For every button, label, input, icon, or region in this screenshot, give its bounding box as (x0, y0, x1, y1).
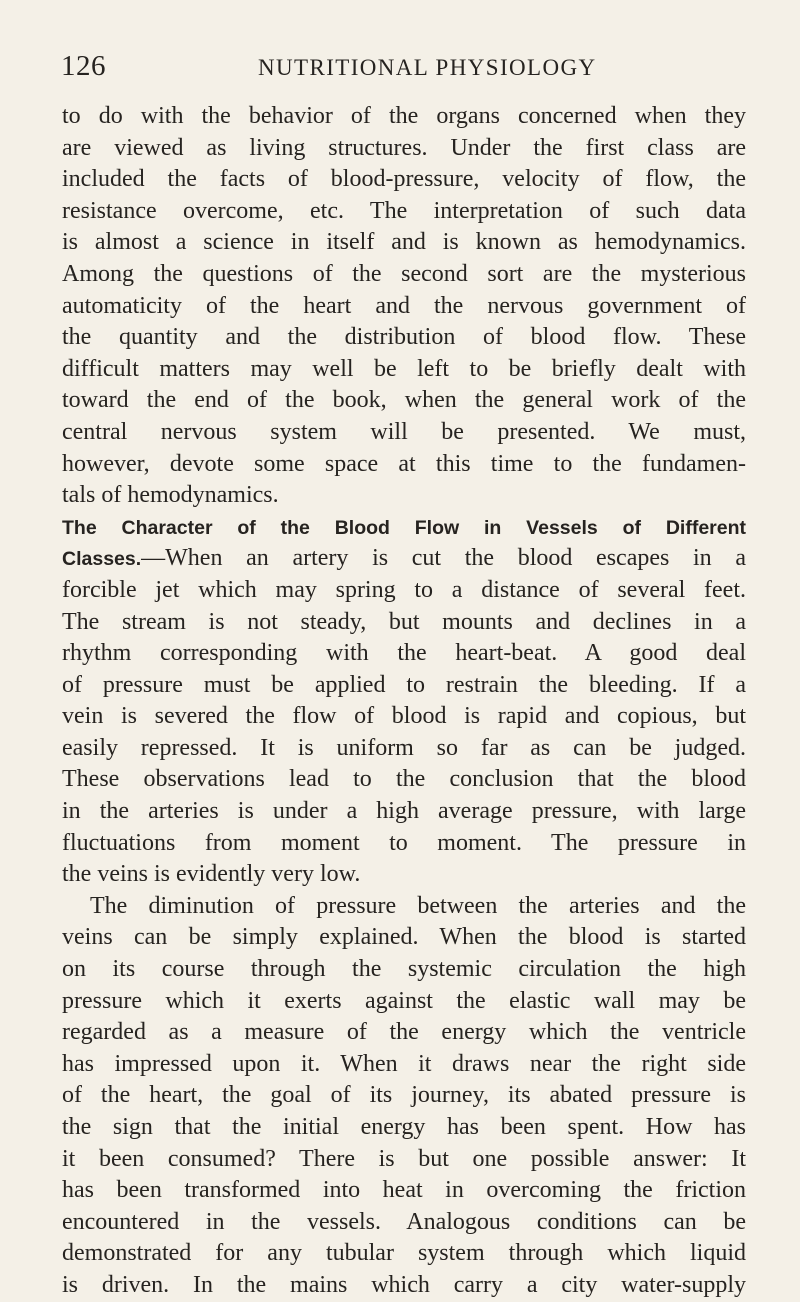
text-line: toward the end of the book, when the general work of the (62, 387, 746, 414)
text-line: The diminution of pressure between the arteries and the (90, 892, 746, 919)
running-head: NUTRITIONAL PHYSIOLOGY (258, 55, 597, 80)
text-line: are viewed as living structures. Under the first class are (62, 134, 746, 161)
body-text (62, 101, 746, 1302)
text-line: of pressure must be applied to restrain the bleeding. If a (62, 671, 746, 698)
section-heading-end: Classes. (62, 548, 142, 571)
text-line: automaticity of the heart and the nervous government of (62, 292, 746, 319)
text-line: has impressed upon it. When it draws near the right side (62, 1050, 746, 1077)
text-line: resistance overcome, etc. The interpretation of such data (62, 197, 746, 224)
text-line: tals of hemodynamics. (62, 482, 279, 509)
text-line: the sign that the initial energy has been spent. How has (62, 1114, 746, 1140)
text-line: veins can be simply explained. When the blood is started (62, 924, 746, 951)
text-line: the quantity and the distribution of blood flow. These (62, 324, 746, 351)
text-line: Among the questions of the second sort are the mysterious (62, 260, 746, 287)
text-line: on its course through the systemic circulation the high (62, 956, 746, 983)
text-run: —When an artery is cut the blood escapes in a (141, 545, 746, 572)
text-line: is driven. In the mains which carry a city water-supply (62, 1271, 746, 1298)
text-line: to do with the behavior of the organs concerned when they (62, 103, 746, 129)
text-line: fluctuations from moment to moment. The pressure in (62, 829, 746, 856)
section-heading-line (62, 512, 746, 544)
text-line: central nervous system will be presented. We must, (62, 418, 746, 445)
text-line: demonstrated for any tubular system through which liquid (62, 1240, 746, 1267)
text-line: forcible jet which may spring to a distance of several feet. (62, 576, 746, 603)
text-line: rhythm corresponding with the heart-beat. A good deal (62, 640, 746, 667)
text-line: regarded as a measure of the energy which the ventricle (62, 1019, 746, 1046)
text-line: however, devote some space at this time to the fundamen- (62, 450, 746, 477)
text-line: pressure which it exerts against the elastic wall may be (62, 987, 746, 1014)
text-line: included the facts of blood-pressure, velocity of flow, the (62, 166, 746, 193)
text-line: is almost a science in itself and is known as hemodynamics. (62, 229, 746, 256)
paragraph-continuation (62, 101, 746, 512)
text-line: The stream is not steady, but mounts and declines in a (62, 608, 746, 635)
paragraph (62, 891, 746, 1302)
text-line: it been consumed? There is but one possible answer: It (62, 1145, 746, 1172)
text-line: These observations lead to the conclusion that the blood (62, 766, 746, 793)
text-line: in the arteries is under a high average pressure, with large (62, 798, 746, 825)
section-heading-line (62, 543, 746, 575)
section-paragraph (62, 512, 746, 891)
text-line: of the heart, the goal of its journey, its abated pressure is (62, 1082, 746, 1109)
text-line: has been transformed into heat in overcoming the friction (62, 1177, 746, 1204)
text-line: vein is severed the flow of blood is rapid and copious, but (62, 703, 746, 730)
text-line: difficult matters may well be left to be briefly dealt with (62, 355, 746, 382)
page-header (0, 50, 800, 90)
text-line: the veins is evidently very low. (62, 861, 361, 888)
page-number: 126 (61, 50, 106, 82)
text-line: encountered in the vessels. Analogous conditions can be (62, 1208, 746, 1235)
section-heading: The Character of the Blood Flow in Vessels of Different (62, 516, 746, 539)
text-line: easily repressed. It is uniform so far as can be judged. (62, 734, 746, 761)
